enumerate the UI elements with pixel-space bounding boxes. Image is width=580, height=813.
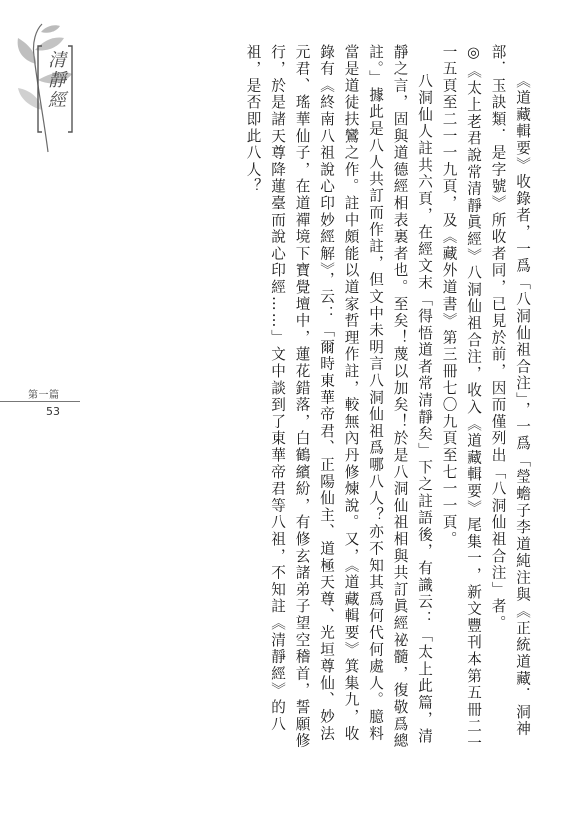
margin-divider bbox=[0, 401, 80, 402]
book-title-logo: 清靜經 bbox=[45, 50, 66, 110]
main-text-column bbox=[118, 44, 534, 756]
chapter-label: 第一篇 bbox=[28, 390, 60, 401]
paragraph: 八洞仙人註共六頁，在經文末「得悟道者常清靜矣」下之註語後，有識云：「太上此篇，清靜之言，固與道德經相表裏者也。至矣！蔑以加矣！於是八洞仙祖相與共訂眞經祕髓，復敬爲總註。」據此是八人共訂而作註，但文中未明言八洞仙祖爲哪八人？亦不知其爲何代何處人。臆料當是道徒扶鸞之作。註中頗能以道家哲理作註，較無內丹修煉說。又，《道藏輯要》箕集九，收錄有《終南八祖說心印妙經解》，云：「爾時東華帝君、正陽仙主、道極天尊、光垣尊仙、妙法元君、瑤華仙子，在道禪境下寶覺壇中，蓮花錯落，白鶴繽紛，有修玄諸弟子望空稽首，誓願修行，於是諸天尊降蓮臺而說心印經……」文中談到了東華帝君等八祖，不知註《清靜經》的八祖，是否即此八人？ bbox=[244, 44, 433, 750]
bibliographic-note: ◎《太上老君說常清靜眞經》八洞仙祖合注，收入《道藏輯要》尾集一，新文豐刊本第五冊二一一五頁至二一一九頁，及《藏外道書》第三冊七〇九頁至七一一頁。 bbox=[440, 44, 482, 752]
page-number: 53 bbox=[46, 405, 60, 418]
book-logo bbox=[8, 20, 88, 160]
paragraph: 《道藏輯要》收錄者，一爲「八洞仙祖合注」，一爲「瑩蟾子李道純注與《正統道藏．洞神部．玉訣類．是字號》所收者同，已見於前，因而僅列出「八洞仙祖合注」者。 bbox=[489, 44, 531, 738]
